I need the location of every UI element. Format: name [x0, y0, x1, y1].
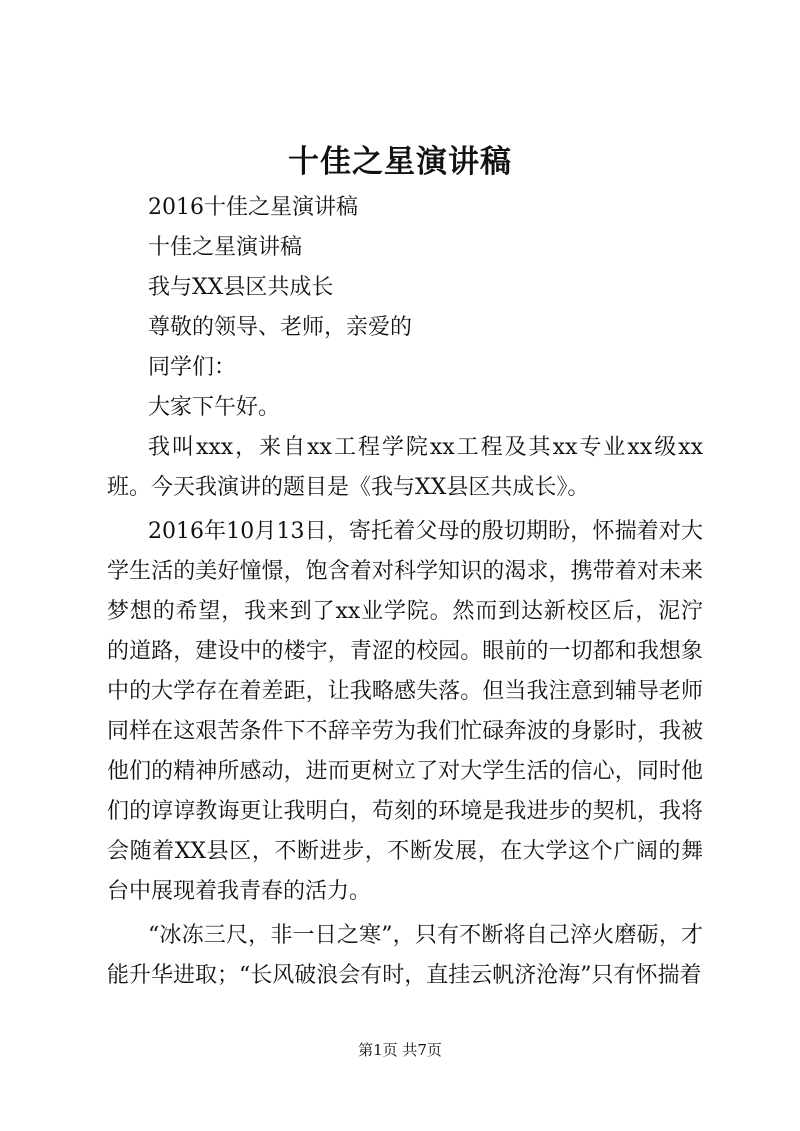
- story-paragraph: 2016年10月13日，寄托着父母的殷切期盼，怀揣着对大学生活的美好憧憬，饱含着对科学知识的渴求，携带着对未来梦想的希望，我来到了xx业学院。然而到达新校区后，泥泞的道路，建设中的楼宇，青涩的校园。眼前的一切都和我想象中的大学存在着差距，让我略感失落。但当我注意到辅导老师同样在这艰苦条件下不辞辛劳为我们忙碌奔波的身影时，我被他们的精神所感动，进而更树立了对大学生活的信心，同时他们的谆谆教诲更让我明白，苟刻的环境是我进步的契机，我将会随着XX县区，不断进步，不断发展，在大学这个广阔的舞台中展现着我青春的活力。: [107, 519, 703, 904]
- subtitle-line: 2016十佳之星演讲稿: [148, 195, 358, 220]
- greeting-line-2: 同学们：: [148, 355, 237, 380]
- speech-title-line: 十佳之星演讲稿: [148, 235, 303, 260]
- quote-paragraph: “冰冻三尺，非一日之寒”，只有不断将自己淬火磨砺，才能升华进取；“长风破浪会有时，直挂云帆济沧海”只有怀揣着: [107, 923, 703, 988]
- greeting-line: 尊敬的领导、老师，亲爱的: [148, 315, 413, 340]
- intro-paragraph: 我叫xxx，来自xx工程学院xx工程及其xx专业xx级xx班。今天我演讲的题目是《我与XX县区共成长》。: [107, 435, 703, 500]
- speech-topic-line: 我与XX县区共成长: [148, 275, 334, 300]
- document-title: 十佳之星演讲稿: [288, 144, 512, 180]
- salutation-line: 大家下午好。: [148, 395, 281, 420]
- page-number-footer: 第1页 共7页: [358, 1041, 442, 1059]
- document-body: [107, 188, 703, 996]
